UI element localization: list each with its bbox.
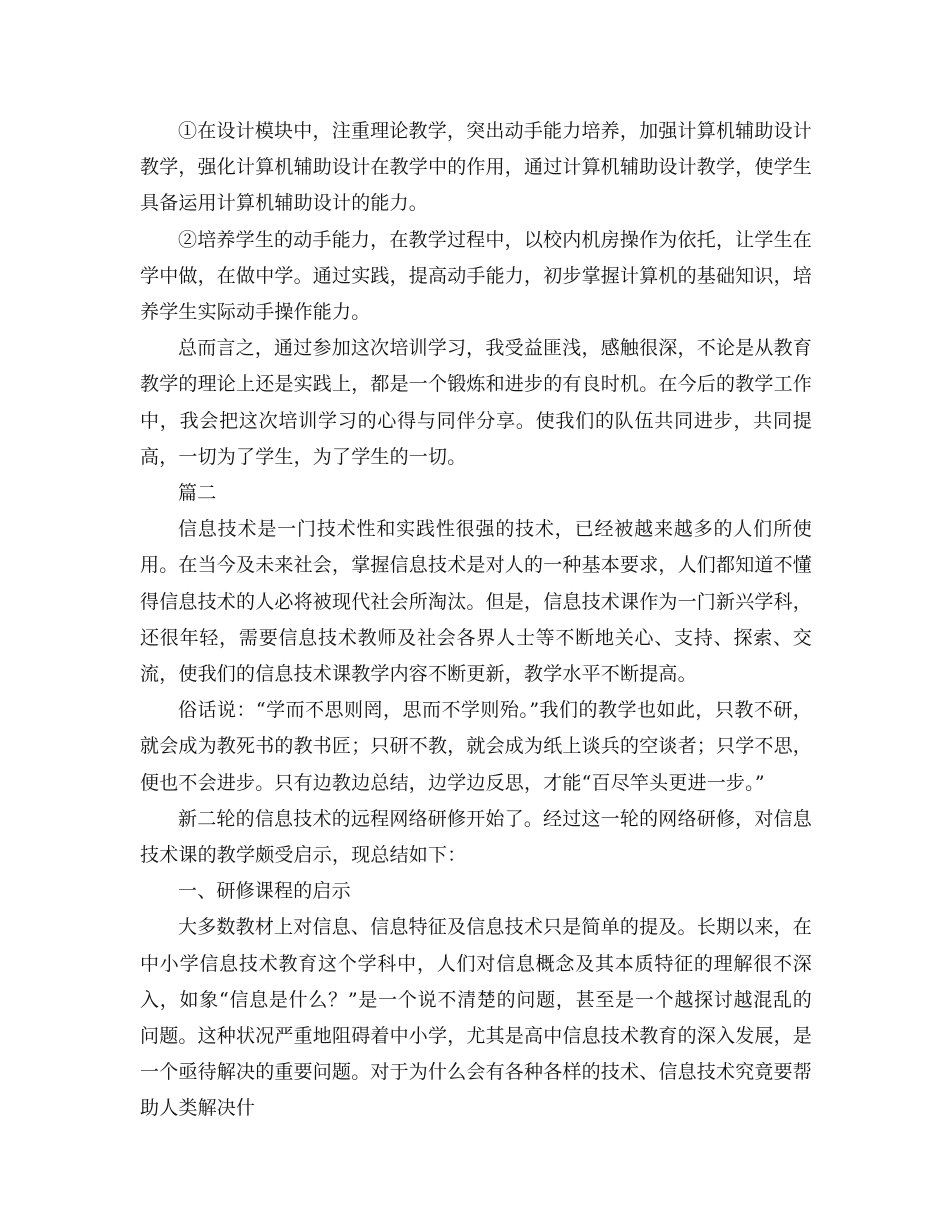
paragraph-hands-on-ability: ②培养学生的动手能力，在教学过程中，以校内机房操作为依托，让学生在学中做，在做中学。通过实践，提高动手能力，初步掌握计算机的基础知识，培养学生实际动手操作能力。 bbox=[140, 228, 813, 324]
document-body bbox=[140, 113, 812, 1127]
paragraph-information-concept: 大多数教材上对信息、信息特征及信息技术只是简单的提及。长期以来，在中小学信息技术教育这个学科中，人们对信息概念及其本质特征的理解很不深入，如象“信息是什么？”是一个说不清楚的问题，甚至是一个越探讨越混乱的问题。这种状况严重地阻碍着中小学，尤其是高中信息技术教育的深入发展，是一个亟待解决的重要问题。对于为什么会有各种各样的技术、信息技术究竟要帮助人类解决什 bbox=[140, 916, 813, 1120]
section-heading-part-two: 篇二 bbox=[178, 482, 217, 505]
paragraph-online-training: 新二轮的信息技术的远程网络研修开始了。经过这一轮的网络研修，对信息技术课的教学颇受启示，现总结如下： bbox=[140, 807, 812, 867]
paragraph-design-module: ①在设计模块中，注重理论教学，突出动手能力培养，加强计算机辅助设计教学，强化计算机辅助设计在教学中的作用，通过计算机辅助设计教学，使学生具备运用计算机辅助设计的能力。 bbox=[140, 120, 813, 215]
paragraph-summary: 总而言之，通过参加这次培训学习，我受益匪浅，感触很深，不论是从教育教学的理论上还是实践上，都是一个锻炼和进步的有良时机。在今后的教学工作中，我会把这次培训学习的心得与同伴分享。使我们的队伍共同进步，共同提高，一切为了学生，为了学生的一切。 bbox=[140, 337, 813, 468]
section-heading-course-insights: 一、研修课程的启示 bbox=[178, 880, 351, 903]
paragraph-it-introduction: 信息技术是一门技术性和实践性很强的技术，已经被越来越多的人们所使用。在当今及未来社会，掌握信息技术是对人的一种基本要求，人们都知道不懂得信息技术的人必将被现代社会所淘汰。但是，信息技术课作为一门新兴学科，还很年轻，需要信息技术教师及社会各界人士等不断地关心、支持、探索、交流，使我们的信息技术课教学内容不断更新，教学水平不断提高。 bbox=[140, 518, 813, 686]
paragraph-proverb: 俗话说：“学而不思则罔，思而不学则殆。”我们的教学也如此，只教不研，就会成为教死书的教书匠；只研不教，就会成为纸上谈兵的空谈者；只学不思，便也不会进步。只有边教边总结，边学边反思，才能“百尽竿头更进一步。” bbox=[140, 699, 813, 794]
